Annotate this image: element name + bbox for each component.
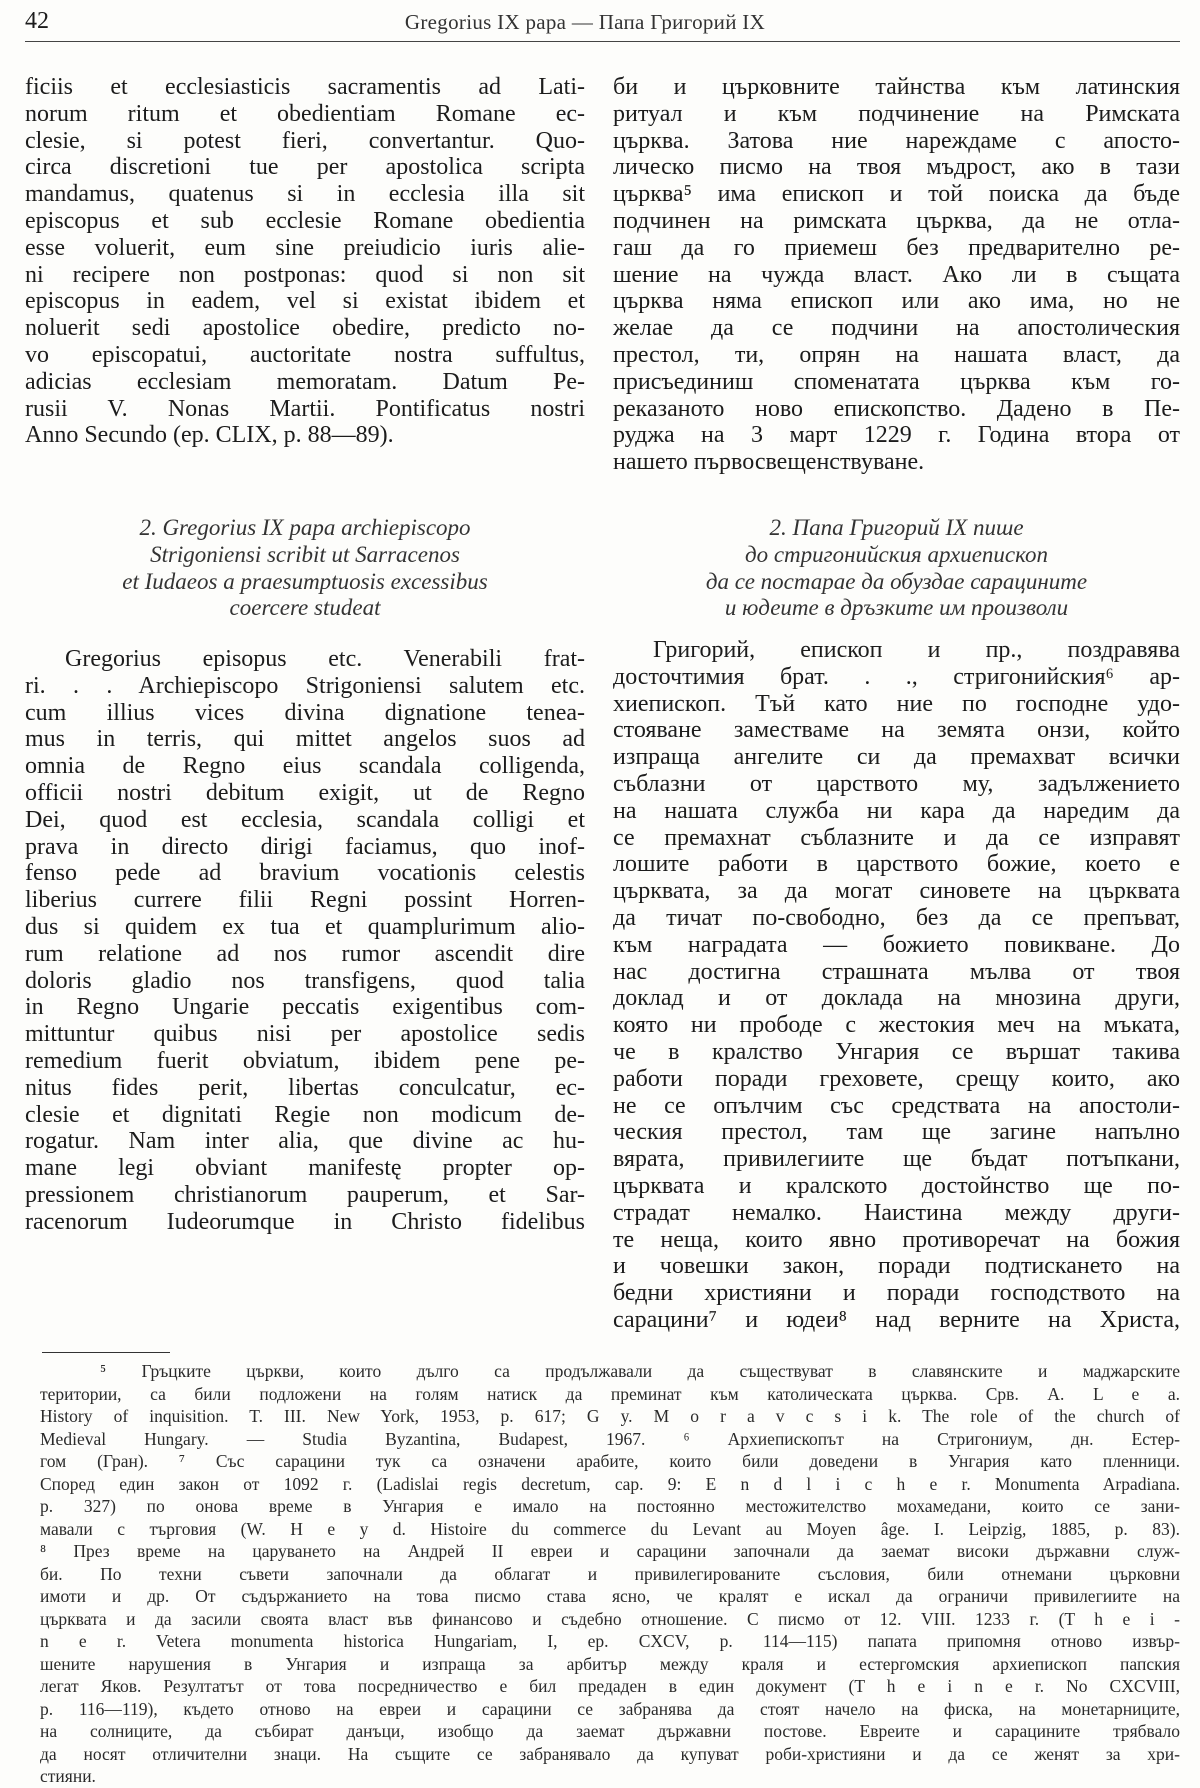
text-line: подчинен на римската църква, да не отла- [613, 207, 1180, 234]
text-line: noluerit sedi apostolice obedire, predicto no- [25, 315, 585, 342]
text-line: църквата и кралското достойнство ще по- [613, 1172, 1180, 1199]
text-line: нас достигна страшната мълва от твоя [613, 958, 1180, 985]
text-line: rogatur. Nam inter alia, que divine ac hu- [25, 1128, 585, 1155]
footnote-line: стияни. [40, 1766, 96, 1786]
footnote-line: Според един закон от 1092 г. (Ladislai regis decretum, cap. 9: E n d l i c h e r. Monumenta Arpadiana. [40, 1473, 1180, 1494]
text-line: esse voluerit, eum sine preiudicio iuris alie- [25, 234, 585, 261]
text-line: 2. Gregorius IX papa archiepiscopo [139, 515, 471, 540]
text-line: желае да се подчини на апостолическия [613, 315, 1180, 342]
text-line: ритуал и към подчинение на Римската [613, 100, 1180, 127]
text-line: и юдеите в дръзките им произволи [724, 595, 1069, 621]
footnote-line: ⁸ През време на царуването на Андрей II евреи и сарацини започнали да заемат високи държавни служ- [40, 1541, 1180, 1561]
text-line: доклад и от доклада на мнозина други, [613, 985, 1180, 1012]
text-line: 2. Папа Григорий IX пише [769, 515, 1024, 540]
footnote-line: мавали с търговия (W. H e y d. Histoire du commerce du Levant au Moyen âge. I. Leipzig, 1885, p. 83). [40, 1518, 1180, 1539]
text-line: реказаното ново епископство. Дадено в Пе- [613, 395, 1180, 422]
text-line: nitus fides perit, libertas conculcatur, ec- [25, 1074, 585, 1101]
text-line: към наградата — божието повикване. До [613, 931, 1180, 958]
footnote-line: би. По техни съвети започнали да облагат и привилегированите съсловия, били отнемани църковни [40, 1563, 1180, 1584]
text-line: cum illius vices divina dignatione tenea- [25, 699, 585, 726]
footnote-line: територии, са били подложени на голям натиск да преминат към католическата църква. Срв. A. L e a. [40, 1383, 1180, 1404]
text-line: лическо писмо на твоя мъдрост, ако в тази [613, 154, 1180, 181]
page-number: 42 [25, 8, 49, 34]
text-line: clesie et dignitati Regie non modicum de- [25, 1101, 585, 1128]
text-line: Григорий, епископ и пр., поздравява [653, 637, 1180, 663]
text-line: Anno Secundo (ep. CLIX, p. 88—89). [25, 422, 394, 449]
running-header: Gregorius IX papa — Папа Григорий IX [404, 10, 766, 34]
text-line: стояване заместваме на земята онзи, който [613, 717, 1180, 744]
text-line: mittuntur quibus nisi per apostolice sedis [25, 1021, 585, 1048]
text-line: mus in terris, qui mittet angelos suos ad [25, 726, 585, 753]
text-line: Dei, quod est ecclesia, scandala colligi et [25, 806, 585, 833]
footnotes [40, 1360, 1180, 1788]
text-line: не се опълчим със средствата на апостоли- [613, 1092, 1180, 1119]
text-line: съблазни от царството му, задължението [613, 770, 1180, 797]
text-line: църквата, за да могат синовете на църквата [613, 878, 1180, 905]
text-line: Strigoniensi scribit ut Sarracenos [150, 541, 460, 567]
text-line: бедни християни и поради господството на [613, 1280, 1180, 1307]
text-line: страдат немалко. Наистина между други- [613, 1199, 1180, 1226]
text-line: circa discretioni tue per apostolica scripta [25, 154, 585, 181]
text-line: лошите работи в царството божие, което е [613, 851, 1180, 878]
text-line: omnia de Regno eius scandala colligenda, [25, 753, 585, 780]
footnote-line: имоти и др. От съдържанието на това писмо става ясно, че кралят е искал да ограничи привилегиите на [40, 1586, 1180, 1606]
text-line: in Regno Ungarie peccatis exigentibus com- [25, 994, 585, 1021]
footnote-line: на солниците, да събират данъци, изобщо да заемат държавни постове. Евреите и сарацините трябвало [40, 1721, 1180, 1741]
bulgarian-text-block-1 [613, 74, 1180, 476]
text-line: clesie, si potest fieri, convertantur. Quo- [25, 127, 585, 154]
text-line: rum relatione ad nos rumor ascendit dire [25, 940, 585, 967]
text-line: mandamus, quatenus si in ecclesia illa sit [25, 181, 585, 208]
text-line: racenorum Iudeorumque in Christo fidelibus [25, 1208, 585, 1235]
text-line: изпраща ангелите си да премахват всички [613, 744, 1180, 771]
text-line: doloris gladio nos transfigens, quod talia [25, 967, 585, 994]
text-line: ческия престол, там ще загине напълно [613, 1119, 1180, 1146]
footnote-line: църквата и да засили своята власт във финансово и съдебно отношение. С писмо от 12. VIII. 1233 г. (T h e i - [40, 1608, 1180, 1629]
text-line: norum ritum et obedientiam Romane ec- [25, 100, 585, 127]
text-line: et Iudaeos a praesumptuosis excessibus [122, 568, 488, 594]
text-line: че в кралство Унгария се вършат такива [613, 1038, 1180, 1065]
text-line: Gregorius episopus etc. Venerabili frat- [65, 646, 585, 672]
bulgarian-section-heading [613, 515, 1180, 622]
text-line: rusii V. Nonas Martii. Pontificatus nostri [25, 395, 585, 422]
text-line: ficiis et ecclesiasticis sacramentis ad Lati- [25, 74, 585, 100]
footnote-line: p. 327) по онова време в Унгария е имало на постоянно местожителство мохамедани, които се зани- [40, 1496, 1180, 1516]
text-line: шение на чужда власт. Ако ли в същата [613, 261, 1180, 288]
text-line: би и църковните тайнства към латинския [613, 74, 1180, 100]
text-line: нашето първосвещенствуване. [613, 449, 925, 476]
text-line: която ни прободе с жестокия меч на мъката, [613, 1012, 1180, 1039]
text-line: coercere studeat [229, 595, 381, 621]
text-line: се премахнат съблазните и да се изправят [613, 824, 1180, 851]
text-line: сарацини⁷ и юдеи⁸ над верните на Христа, [613, 1306, 1180, 1333]
text-line: pressionem christianorum pauperum, et Sar- [25, 1181, 585, 1208]
text-line: те неща, които явно противоречат на божия [613, 1226, 1180, 1253]
text-line: да се постарае да обуздае сарацините [705, 568, 1088, 594]
text-line: църква. Затова ние нареждаме с апосто- [613, 127, 1180, 154]
footnote-line: p. 116—119), където отново на евреи и сарацини се забранява да стоят начело на фиска, на монетарниците, [40, 1698, 1180, 1719]
text-line: ri. . . Archiepiscopo Strigoniensi salutem etc. [25, 672, 585, 699]
text-line: хиепископ. Тъй като ние по господне удо- [613, 690, 1180, 717]
text-line: църква няма епископ или ако има, но не [613, 288, 1180, 315]
text-line: и човешки закон, поради подтискането на [613, 1253, 1180, 1280]
text-line: ni recipere non postponas: quod si non sit [25, 261, 585, 288]
text-line: episcopus et sub ecclesie Romane obedientia [25, 207, 585, 234]
text-line: officii nostri debitum exigit, ut de Regno [25, 779, 585, 806]
text-line: до стригонийския архиепископ [744, 541, 1049, 567]
text-line: руджа на 3 март 1229 г. Година втора от [613, 422, 1180, 449]
latin-text-block-2 [25, 646, 585, 1236]
text-line: adicias ecclesiam memoratam. Datum Pe- [25, 368, 585, 395]
text-line: работи поради греховете, срещу които, ако [613, 1065, 1180, 1092]
text-line: prava in directo dirigi faciamus, quo inof- [25, 833, 585, 860]
header-rule [25, 41, 1180, 42]
latin-text-block-1 [25, 74, 585, 449]
text-line: liberius currere filii Regni possint Horren- [25, 887, 585, 914]
latin-section-heading [25, 515, 585, 622]
text-line: mane legi obviant manifestę propter op- [25, 1155, 585, 1182]
text-line: досточтимия брат. . ., стригонийския⁶ ар- [613, 663, 1180, 690]
text-line: църква⁵ има епископ и той поиска да бъде [613, 181, 1180, 208]
footnote-line: шените нарушения в Унгария и изпраща за арбитър между краля и естергомския архиепископ папския [40, 1653, 1180, 1674]
text-line: fenso pede ad bravium vocationis celestis [25, 860, 585, 887]
footnote-line: ⁵ Гръцките църкви, които дълго са продължавали да съществуват в славянските и маджарските [100, 1361, 1180, 1381]
footnote-line: Medieval Hungary. — Studia Byzantina, Budapest, 1967. ⁶ Архиепископът на Стригониум, дн. Естер- [40, 1428, 1180, 1449]
text-line: vo episcopatui, auctoritate nostra suffultus, [25, 341, 585, 368]
footnote-line: History of inquisition. T. III. New York, 1953, p. 617; G y. M o r a v c s i k. The role of the church of [40, 1406, 1180, 1426]
text-line: присъединиш споменатата църква към го- [613, 368, 1180, 395]
text-line: гаш да го приемеш без предварително ре- [613, 234, 1180, 261]
footnote-line: гом (Гран). ⁷ Със сарацини тук са означени арабите, които били доведени в Унгария като пленници. [40, 1451, 1180, 1471]
text-line: dus si quidem ex tua et quamplurimum alio- [25, 913, 585, 940]
text-line: episcopus in eadem, vel si existat ibidem et [25, 288, 585, 315]
text-line: remedium fuerit obviatum, ibidem pene pe- [25, 1047, 585, 1074]
footnote-line: n e r. Vetera monumenta historica Hungariam, I, ep. CXCV, p. 114—115) папата припомня отново извър- [40, 1631, 1180, 1651]
text-line: да тичат по-свободно, без да се препъват, [613, 904, 1180, 931]
bulgarian-text-block-2 [613, 637, 1180, 1334]
text-line: престол, ти, опрян на нашата власт, да [613, 341, 1180, 368]
text-line: вярата, привилегиите ще бъдат потъпкани, [613, 1146, 1180, 1173]
footnote-line: легат Яков. Резултатът от това посредничество е бил предаден в един документ (T h e i n e r. No CXCVIII, [40, 1676, 1180, 1696]
text-line: на нашата служба ни кара да наредим да [613, 797, 1180, 824]
footnote-line: да носят отличителни знаци. На същите се забранявало да купуват роби-християни и да се женят за хри- [40, 1743, 1180, 1764]
footnote-rule [42, 1352, 170, 1353]
